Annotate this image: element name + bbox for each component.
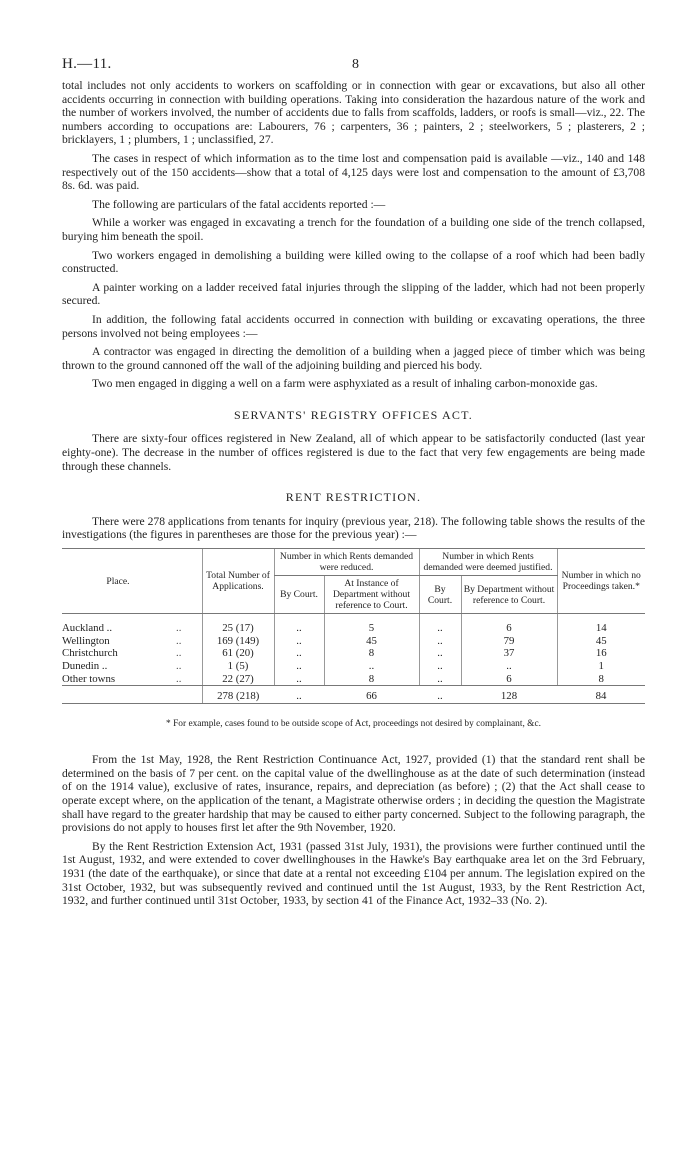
header-reduced-group: Number in which Rents demanded were reduced.	[274, 549, 419, 576]
cell-reduced-dept: 8	[324, 672, 419, 685]
cell-reduced-dept: 45	[324, 635, 419, 648]
paragraph-time-lost: The cases in respect of which information as to the time lost and compensation paid is available —viz., 140 and 148 respectively out of the 150 accidents—show that a total of 4,125 days were lost and compensation to the amount of £3,708 8s. 6d. was paid.	[62, 151, 645, 193]
cell-total-reduced-dept: 66	[324, 686, 419, 704]
cell-reduced-dept: 8	[324, 647, 419, 660]
cell-justified-court: ..	[419, 660, 461, 673]
paragraph-continuance-act: From the 1st May, 1928, the Rent Restriction Continuance Act, 1927, provided (1) that the standard rent shall be determined on the basis of 7 per cent. on the capital value of the dwellinghouse as at the date of such determination (instead of on the 1914 value), exclusive of rates, insurance, repairs, and depreciation (as before) ; (2) that the Act shall cease to operate except where, on the application of the tenant, a Magistrate otherwise orders ; in deciding the question the Magistrate shall have regard to the greater hardship that may be caused to either party concerned. Subject to the following paragraph, the provisions do not apply to houses first let after the 9th November, 1920.	[62, 753, 645, 835]
paragraph-fatal-trench: While a worker was engaged in excavating a trench for the foundation of a building one side of the trench collapsed, burying him beneath the spoil.	[62, 216, 645, 243]
heading-rent-restriction: RENT RESTRICTION.	[285, 490, 422, 505]
cell-justified-dept: ..	[461, 660, 557, 673]
paragraph-well: Two men engaged in digging a well on a farm were asphyxiated as a result of inhaling carbon-monoxide gas.	[92, 377, 598, 391]
paragraph-fatal-roof: Two workers engaged in demolishing a building were killed owing to the collapse of a roof which had been badly constructed.	[62, 248, 645, 276]
cell-reduced-court: ..	[274, 647, 324, 660]
cell-leader: ..	[176, 634, 182, 647]
header-justified-group: Number in which Rents demanded were deemed justified.	[419, 549, 557, 576]
paragraph-extension-act: By the Rent Restriction Extension Act, 1931 (passed 31st July, 1931), the provisions were further continued until the 1st August, 1932, and were extended to cover dwellinghouses in the Hawke's Bay earthquake area let on the 3rd February, 1931 (the date of the earthquake), or since that date at a rental not exceeding £104 per annum. The legislation expired on the 31st October, 1932, but was subsequently revived and continued until the 1st August, 1933, by the Rent Restriction Act, 1932, and further continued until 31st October, 1933, by section 41 of the Finance Act, 1932–33 (No. 2).	[62, 839, 645, 908]
header-place: Place.	[62, 549, 174, 614]
paragraph-servants-offices: There are sixty-four offices registered in New Zealand, all of which appear to be satisfactorily conducted (last year eighty-one). The decrease in the number of offices registered is due to the fact that very few engagements are being made through these channels.	[62, 432, 645, 473]
cell-leader: ..	[176, 647, 182, 660]
cell-total-justified-dept: 128	[461, 686, 557, 704]
cell-justified-dept: 6	[461, 672, 557, 685]
cell-justified-court: ..	[419, 622, 461, 635]
cell-place: Other towns	[62, 672, 174, 685]
cell-justified-court: ..	[419, 672, 461, 685]
cell-justified-dept: 37	[461, 647, 557, 660]
cell-total: 25 (17)	[202, 622, 274, 635]
body-text	[62, 79, 645, 913]
cell-place: Auckland ..	[62, 622, 113, 635]
table-total-row	[62, 686, 645, 704]
cell-total: 1 (5)	[202, 660, 274, 673]
cell-total-reduced-court: ..	[274, 686, 324, 704]
cell-justified-court: ..	[419, 647, 461, 660]
cell-leader: ..	[174, 672, 202, 685]
cell-leader: ..	[176, 660, 182, 672]
header-justified-by-court: By Court.	[419, 576, 461, 614]
header-reduced-at-instance: At Instance of Department without reference to Court.	[324, 576, 419, 614]
paragraph-fatal-ladder: A painter working on a ladder received fatal injuries through the slipping of the ladder, which had not been properly secured.	[62, 280, 645, 308]
rent-restriction-table	[62, 548, 645, 704]
cell-total: 61 (20)	[202, 647, 274, 660]
cell-justified-court: ..	[419, 635, 461, 648]
paragraph-non-employees: In addition, the following fatal accidents occurred in connection with building or excavating operations, the three persons involved not being employees :—	[62, 312, 645, 340]
page-number: 8	[352, 57, 359, 72]
cell-no-proceedings: 16	[557, 647, 645, 660]
heading-servants-registry: SERVANTS' REGISTRY OFFICES ACT.	[234, 407, 473, 422]
report-id: H.—11.	[62, 56, 112, 72]
cell-total: 169 (149)	[202, 635, 274, 648]
header-no-proceedings: Number in which no Proceedings taken.*	[557, 549, 645, 614]
cell-reduced-court: ..	[274, 660, 324, 673]
cell-reduced-dept: 5	[324, 622, 419, 635]
cell-reduced-court: ..	[274, 635, 324, 648]
cell-place: Wellington	[62, 634, 110, 647]
page-header	[62, 58, 646, 76]
cell-reduced-court: ..	[274, 672, 324, 685]
paragraph-accident-totals: total includes not only accidents to workers on scaffolding or in connection with gear or excavations, but also all other accidents occurring in connection with building operations. Taking into consideration the hazardous nature of the work and the number of workers involved, the number of accidents due to falls from scaffolds, ladders, or roofs is small—viz., 22. The numbers according to occupations are: Labourers, 76 ; carpenters, 36 ; painters, 2 ; steelworkers, 5 ; plasterers, 2 ; bricklayers, 1 ; plumbers, 1 ; unclassified, 27.	[62, 79, 645, 147]
header-justified-by-department: By Department without reference to Court.	[461, 576, 557, 614]
table-row	[62, 635, 645, 648]
paragraph-contractor: A contractor was engaged in directing the demolition of a building when a jagged piece of timber which was being thrown to the ground cannoned off the wall of the adjoining building and pierced his body.	[62, 345, 645, 372]
cell-justified-dept: 79	[461, 635, 557, 648]
cell-reduced-court: ..	[274, 622, 324, 635]
header-total-applications: Total Number of Applications.	[202, 549, 274, 614]
cell-leader: ..	[176, 622, 182, 635]
cell-no-proceedings: 8	[557, 672, 645, 685]
cell-no-proceedings: 1	[557, 660, 645, 673]
cell-total-sum: 278 (218)	[202, 686, 274, 704]
cell-total-no-proceedings: 84	[557, 686, 645, 704]
table-row	[62, 672, 645, 685]
cell-no-proceedings: 45	[557, 635, 645, 648]
table-row	[62, 647, 645, 660]
cell-reduced-dept: ..	[324, 660, 419, 673]
cell-place: Dunedin ..	[62, 660, 108, 672]
cell-justified-dept: 6	[461, 622, 557, 635]
table-row	[62, 622, 645, 635]
paragraph-fatal-intro: The following are particulars of the fatal accidents reported :—	[92, 197, 386, 211]
cell-total: 22 (27)	[202, 672, 274, 685]
cell-place: Christchurch	[62, 647, 118, 660]
paragraph-rent-applications: There were 278 applications from tenants for inquiry (previous year, 218). The following table shows the results of the investigations (the figures in parentheses are those for the previous year) :—	[62, 514, 645, 542]
table-row	[62, 660, 645, 673]
cell-total-justified-court: ..	[419, 686, 461, 704]
cell-no-proceedings: 14	[557, 622, 645, 635]
table-footnote: * For example, cases found to be outside scope of Act, proceedings not desired by complainant, &c.	[166, 718, 541, 729]
header-reduced-by-court: By Court.	[274, 576, 324, 614]
